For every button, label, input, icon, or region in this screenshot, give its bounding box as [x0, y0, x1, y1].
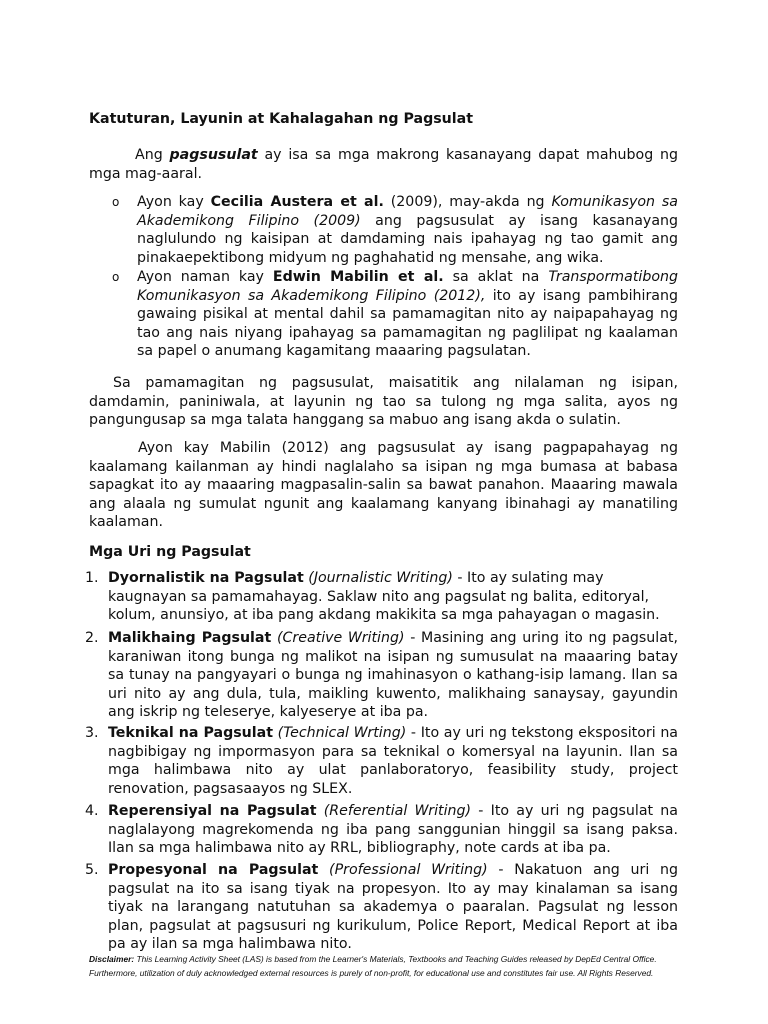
author-austera: Cecilia Austera et al. — [210, 194, 384, 210]
list-item-malikhaing — [85, 629, 678, 722]
type-description: - Masining ang uring ito ng pagsulat, karaniwan itong bunga ng malikot na isipan ng sumusulat na maaaring batay sa tunay na pangyayari o bunga ng imahinasyon o kathang-isip lamang. Ilan sa uri nito ay ang dula, tula, maikling kuwento, malikhaing sanaysay, gayundin ang iskrip ng teleserye, kalyeserye at iba pa. — [108, 630, 678, 721]
term-pagsusulat: pagsusulat — [169, 147, 258, 163]
list-text — [108, 802, 678, 858]
type-english: (Journalistic Writing) — [308, 570, 453, 586]
list-text — [108, 861, 678, 954]
list-text — [108, 724, 678, 798]
type-description: - Ito ay uri ng pagsulat na naglalayong magrekomenda ng iba pang sanggunian hinggil sa isang paksa. Ilan sa mga halimbawa nito ay RRL, bibliography, note cards at iba pa. — [108, 803, 678, 857]
section-heading-katuturan: Katuturan, Layunin at Kahalagahan ng Pagsulat — [89, 111, 473, 127]
type-description: - Ito ay uri ng tekstong ekspositori na nagbibigay ng impormasyon para sa teknikal o komersyal na layunin. Ilan sa mga halimbawa nito ay ulat panlaboratoryo, feasibility study, project renovation, pagsasaayos ng SLEX. — [108, 725, 679, 797]
bullet-marker: o — [112, 270, 120, 284]
paragraph-pamamagitan: Sa pamamagitan ng pagsusulat, maisatitik ang nilalaman ng isipan, damdamin, paniniwala, at layunin ng tao sa tulong ng mga salita, ayos ng pangungusap sa mga talata hanggang sa mabuo ang isang akda o sulatin. — [89, 375, 678, 429]
disclaimer-text: This Learning Activity Sheet (LAS) is based from the Learner's Materials, Textbooks and Teaching Guides released by DepEd Central Office. Furthermore, utilization of duly acknowledged external resources is purely of non-profit, for educational use and constitutes fair use. All Rights Reserved. — [89, 954, 657, 978]
list-text — [108, 569, 678, 625]
list-item-dyornalistik — [85, 569, 678, 625]
disclaimer-footer — [89, 953, 679, 980]
type-description: - Ito ay sulating may kaugnayan sa pamamahayag. Saklaw nito ang pagsulat ng balita, editoryal, kolum, anunsiyo, at iba pang akdang makikita sa mga pahayagan o magasin. — [108, 570, 660, 624]
book-title-transpormatibong: Transpormatibong Komunikasyon sa Akademikong Filipino (2012), — [137, 269, 679, 304]
list-text — [108, 629, 678, 722]
author-mabilin: Edwin Mabilin et al. — [272, 269, 444, 285]
type-description: - Nakatuon ang uri ng pagsulat na ito sa isang tiyak na propesyon. Ito ay may kinalaman sa isang tiyak na larangang natutuhan sa akademya o paaralan. Pagsulat ng lesson plan, pagsulat at pagsusuri ng kurikulum, Police Report, Medical Report at iba pa ay ilan sa mga halimbawa nito. — [108, 862, 678, 953]
type-name: Dyornalistik na Pagsulat — [108, 570, 304, 586]
list-number: 4. — [85, 803, 99, 819]
type-name: Reperensiyal na Pagsulat — [108, 803, 317, 819]
book-title-komunikasyon: Komunikasyon sa Akademikong Filipino (2009) — [137, 194, 679, 229]
type-english: (Professional Writing) — [329, 862, 488, 878]
type-english: (Creative Writing) — [276, 630, 405, 646]
type-name: Malikhaing Pagsulat — [108, 630, 272, 646]
list-item-reperensiyal — [85, 802, 678, 858]
bullet-text: Ayon kay Cecilia Austera et al. (2009), may-akda ng Komunikasyon sa Akademikong Filipino (2009) ang pagsusulat ay isang kasanayang naglulundo ng kaisipan at damdaming nais ipahayag ng tao gamit ang pinakaepektibong midyum ng paghahatid ng mensahe, ang wika. — [137, 194, 679, 266]
type-name: Propesyonal na Pagsulat — [108, 862, 319, 878]
disclaimer-label: Disclaimer: — [89, 954, 135, 964]
bullet-item-austera — [112, 193, 678, 267]
bullet-marker: o — [112, 195, 120, 209]
list-number: 1. — [85, 570, 99, 586]
list-number: 2. — [85, 630, 99, 646]
paragraph-mabilin: Ayon kay Mabilin (2012) ang pagsusulat ay isang pagpapahayag ng kaalamang kailanman ay hindi naglalaho sa isipan ng mga bumasa at babasa sapagkat ito ay maaaring magpasalin-salin sa bawat panahon. Maaaring mawala ang alaala ng sumulat ngunit ang kaalamang kanyang ibinahagi ay manatiling kaalaman. — [89, 440, 678, 531]
section-heading-mga-uri: Mga Uri ng Pagsulat — [89, 544, 251, 560]
bullet-text: Ayon naman kay Edwin Mabilin et al. sa aklat na Transpormatibong Komunikasyon sa Akademikong Filipino (2012), ito ay isang pambihirang gawaing pisikal at mental dahil sa pamamagitan nito ay naipapahayag ng tao ang nais niyang ipahayag sa pamamagitan ng paglilipat ng kaalaman sa papel o anumang kagamitang maaaring pagsulatan. — [137, 269, 679, 360]
type-name: Teknikal na Pagsulat — [108, 725, 274, 741]
list-item-teknikal — [85, 724, 678, 798]
list-item-propesyonal — [85, 861, 678, 954]
bullet-item-mabilin — [112, 268, 678, 361]
list-number: 5. — [85, 862, 99, 878]
type-english: (Technical Wrting) — [277, 725, 407, 741]
intro-paragraph: Ang pagsusulat ay isa sa mga makrong kasanayang dapat mahubog ng mga mag-aaral. — [89, 147, 678, 182]
type-english: (Referential Writing) — [323, 803, 472, 819]
list-number: 3. — [85, 725, 99, 741]
